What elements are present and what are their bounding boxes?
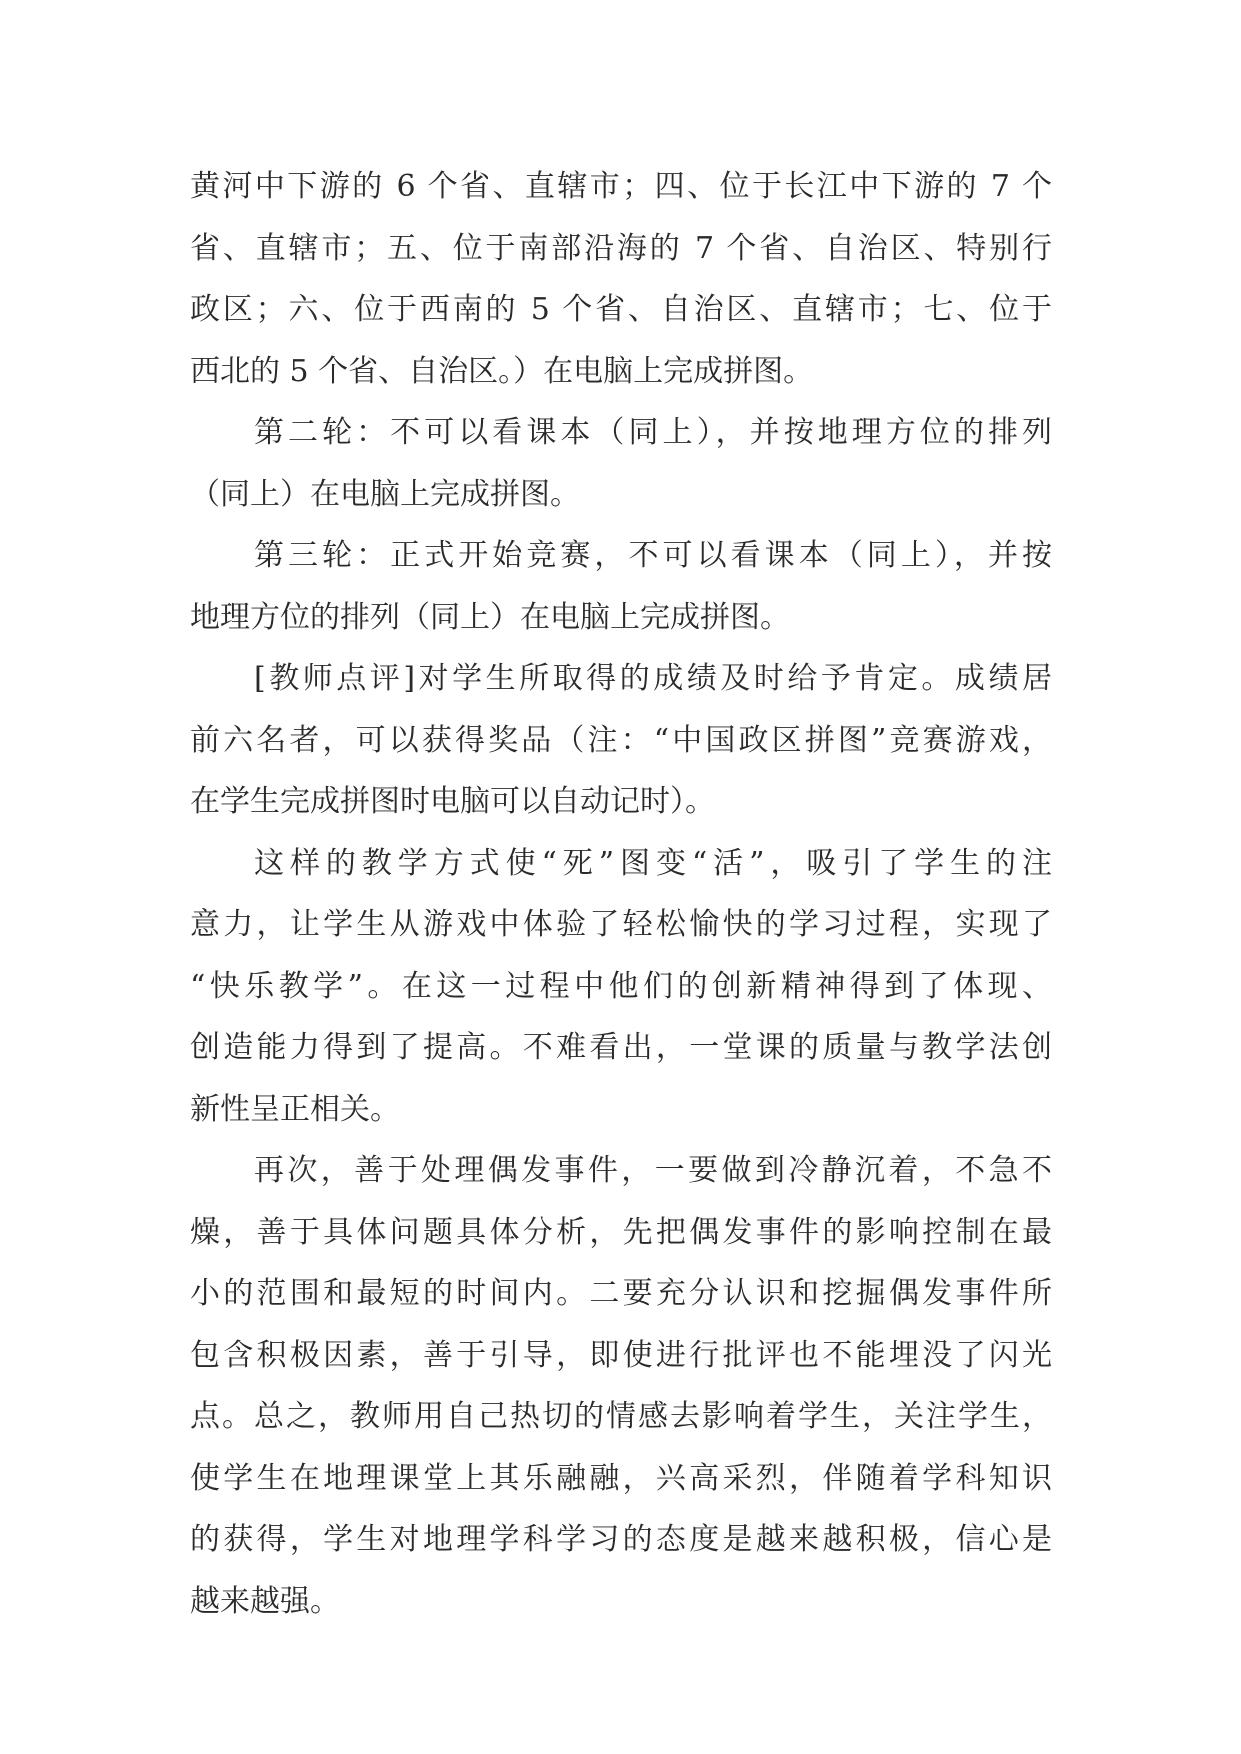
text-line: 省、直辖市；五、位于南部沿海的 7 个省、自治区、特别行 — [190, 230, 1052, 266]
paragraph-teacher-comment — [190, 648, 1052, 833]
paragraph-continuation — [190, 156, 1052, 402]
text-line: 再次，善于处理偶发事件，一要做到冷静沉着，不急不 — [254, 1153, 1052, 1188]
text-line: 小的范围和最短的时间内。二要充分认识和挖掘偶发事件所 — [190, 1276, 1052, 1311]
paragraph-teaching-method — [190, 833, 1052, 1141]
text-line: 西北的 5 个省、自治区。）在电脑上完成拼图。 — [190, 353, 814, 389]
text-line: 燥，善于具体问题具体分析，先把偶发事件的影响控制在最 — [190, 1214, 1052, 1250]
text-line: （同上）在电脑上完成拼图。 — [190, 476, 580, 512]
text-line: 这样的教学方式使“死”图变“活”，吸引了学生的注 — [254, 845, 1052, 881]
text-line: 第三轮：正式开始竞赛，不可以看课本（同上），并按 — [254, 538, 1052, 573]
text-line: 地理方位的排列（同上）在电脑上完成拼图。 — [190, 599, 790, 635]
text-line: 新性呈正相关。 — [190, 1091, 400, 1127]
text-line: 第二轮：不可以看课本（同上），并按地理方位的排列 — [254, 415, 1052, 450]
text-line: 越来越强。 — [190, 1583, 340, 1619]
text-line: 黄河中下游的 6 个省、直辖市；四、位于长江中下游的 7 个 — [190, 169, 1052, 204]
paragraph-round-three — [190, 525, 1052, 648]
document-body — [190, 156, 1052, 1632]
text-line: 前六名者，可以获得奖品（注：“中国政区拼图”竞赛游戏， — [190, 722, 1052, 758]
text-line: 的获得，学生对地理学科学习的态度是越来越积极，信心是 — [190, 1522, 1052, 1557]
text-line: 使学生在地理课堂上其乐融融，兴高采烈，伴随着学科知识 — [190, 1460, 1052, 1496]
paragraph-incident-handling — [190, 1140, 1052, 1632]
text-line: 意力，让学生从游戏中体验了轻松愉快的学习过程，实现了 — [190, 907, 1052, 942]
paragraph-round-two — [190, 402, 1052, 525]
text-line: [教师点评]对学生所取得的成绩及时给予肯定。成绩居 — [254, 661, 1052, 696]
text-line: 包含积极因素，善于引导，即使进行批评也不能埋没了闪光 — [190, 1337, 1052, 1373]
text-line: 在学生完成拼图时电脑可以自动记时）。 — [190, 784, 715, 819]
text-line: “快乐教学”。在这一过程中他们的创新精神得到了体现、 — [190, 968, 1052, 1004]
text-line: 政区；六、位于西南的 5 个省、自治区、直辖市；七、位于 — [190, 292, 1052, 327]
text-line: 点。总之，教师用自己热切的情感去影响着学生，关注学生， — [190, 1399, 1052, 1434]
text-line: 创造能力得到了提高。不难看出，一堂课的质量与教学法创 — [190, 1030, 1052, 1065]
